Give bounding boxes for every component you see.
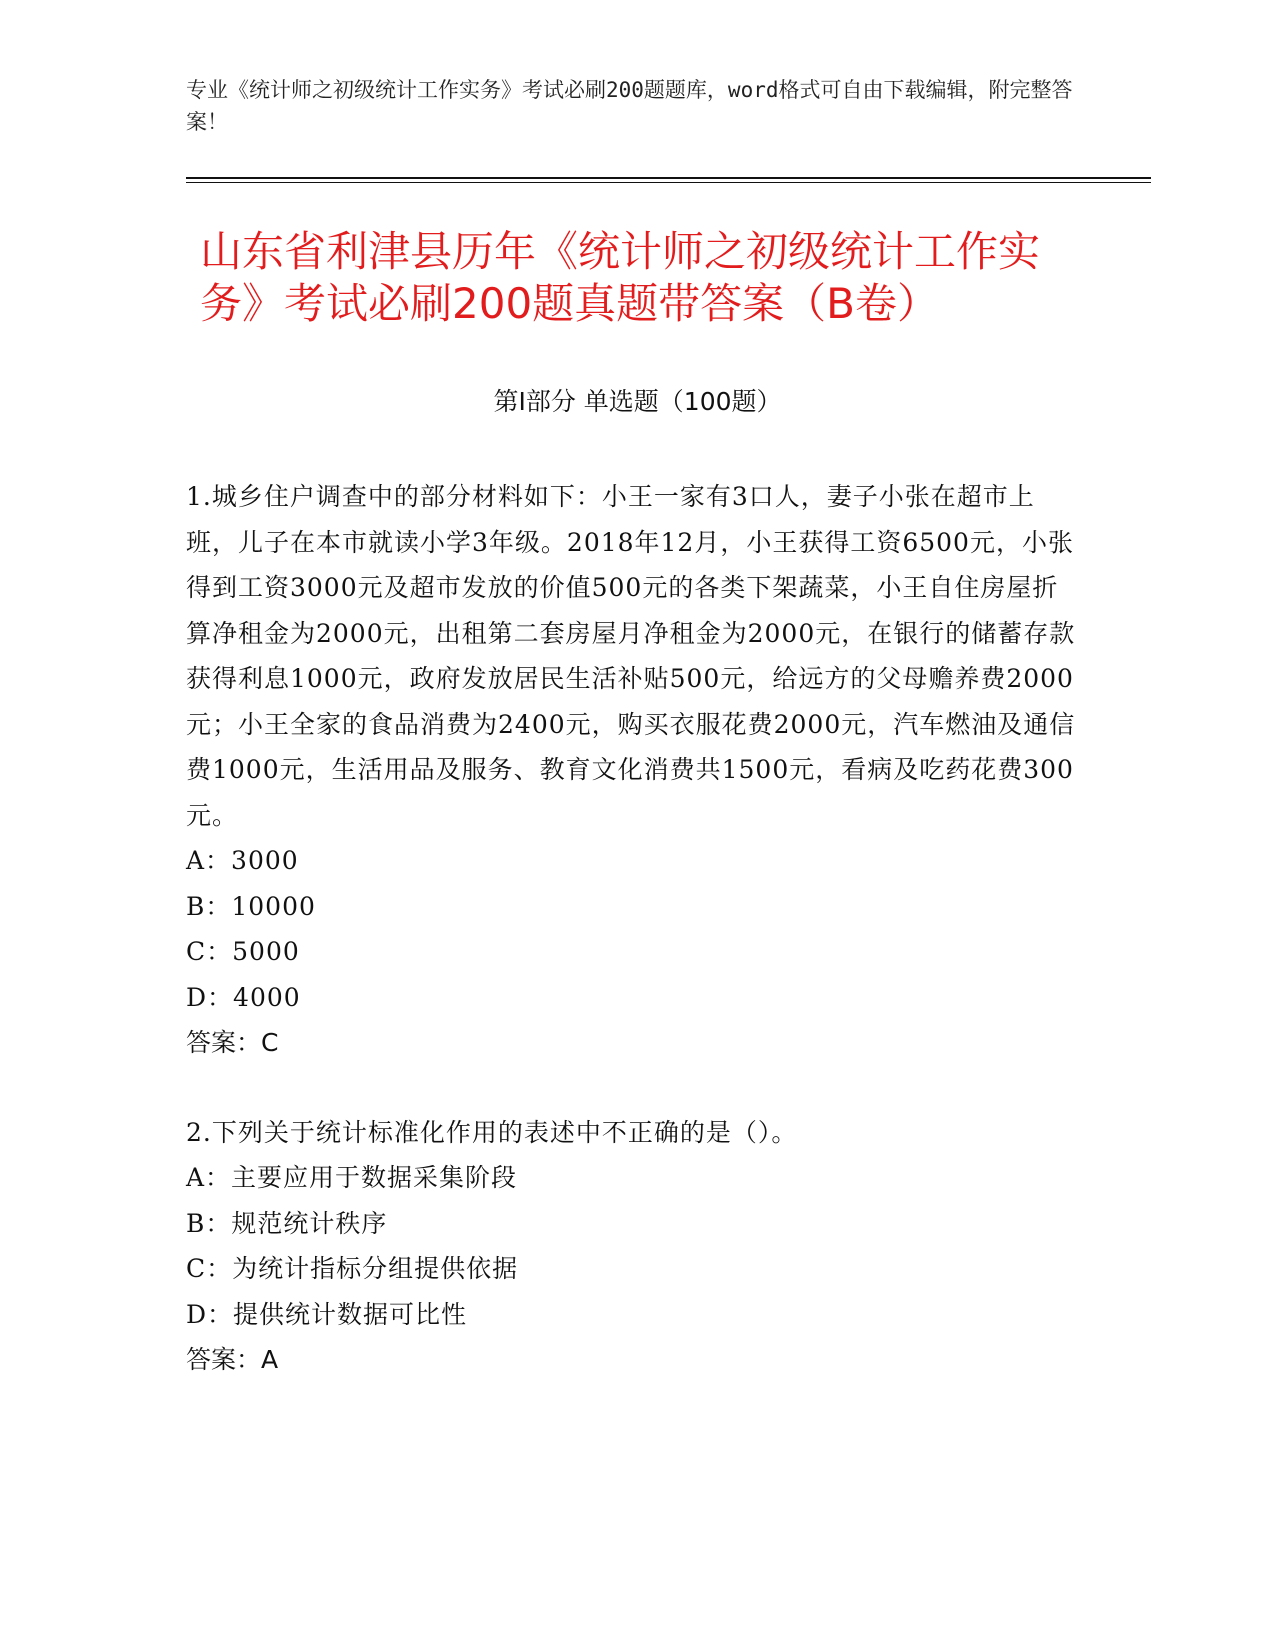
option-a: A：3000 — [186, 846, 299, 875]
section-title: 第Ⅰ部分 单选题（100题） — [493, 387, 782, 416]
question-1 — [186, 474, 1076, 1066]
option-d: D：4000 — [186, 982, 301, 1012]
header-divider-thick — [186, 177, 1151, 179]
question-stem: 2.下列关于统计标准化作用的表述中不正确的是（）。 — [186, 1117, 798, 1147]
question-stem: 1.城乡住户调查中的部分材料如下：小王一家有3口人，妻子小张在超市上班，儿子在本市就读小学3年级。2018年12月，小王获得工资6500元，小张得到工资3000元及超市发放的价值500元的各类下架蔬菜，小王自住房屋折算净租金为2000元，出租第二套房屋月净租金为2000元，在银行的储蓄存款获得利息1000元，政府发放居民生活补贴500元，给远方的父母赡养费2000元；小王全家的食品消费为2400元，购买衣服花费2000元，汽车燃油及通信费1000元，生活用品及服务、教育文化消费共1500元，看病及吃药花费300元。 — [186, 482, 1076, 830]
answer-line: 答案：A — [186, 1345, 279, 1374]
option-b: B：规范统计秩序 — [186, 1208, 388, 1238]
option-b: B：10000 — [186, 891, 316, 921]
option-a: A：主要应用于数据采集阶段 — [186, 1163, 518, 1192]
option-c: C：为统计指标分组提供依据 — [186, 1254, 519, 1283]
document-title: 山东省利津县历年《统计师之初级统计工作实务》考试必刷200题真题带答案（B卷） — [200, 227, 1041, 328]
option-c: C：5000 — [186, 937, 300, 966]
header-divider-thin — [186, 182, 1151, 183]
answer-line: 答案：C — [186, 1028, 279, 1057]
question-list — [186, 474, 1076, 1427]
header-note: 专业《统计师之初级统计工作实务》考试必刷200题题库，word格式可自由下载编辑，附完整答案！ — [186, 78, 1073, 134]
option-d: D：提供统计数据可比性 — [186, 1299, 468, 1329]
question-2 — [186, 1110, 1076, 1383]
